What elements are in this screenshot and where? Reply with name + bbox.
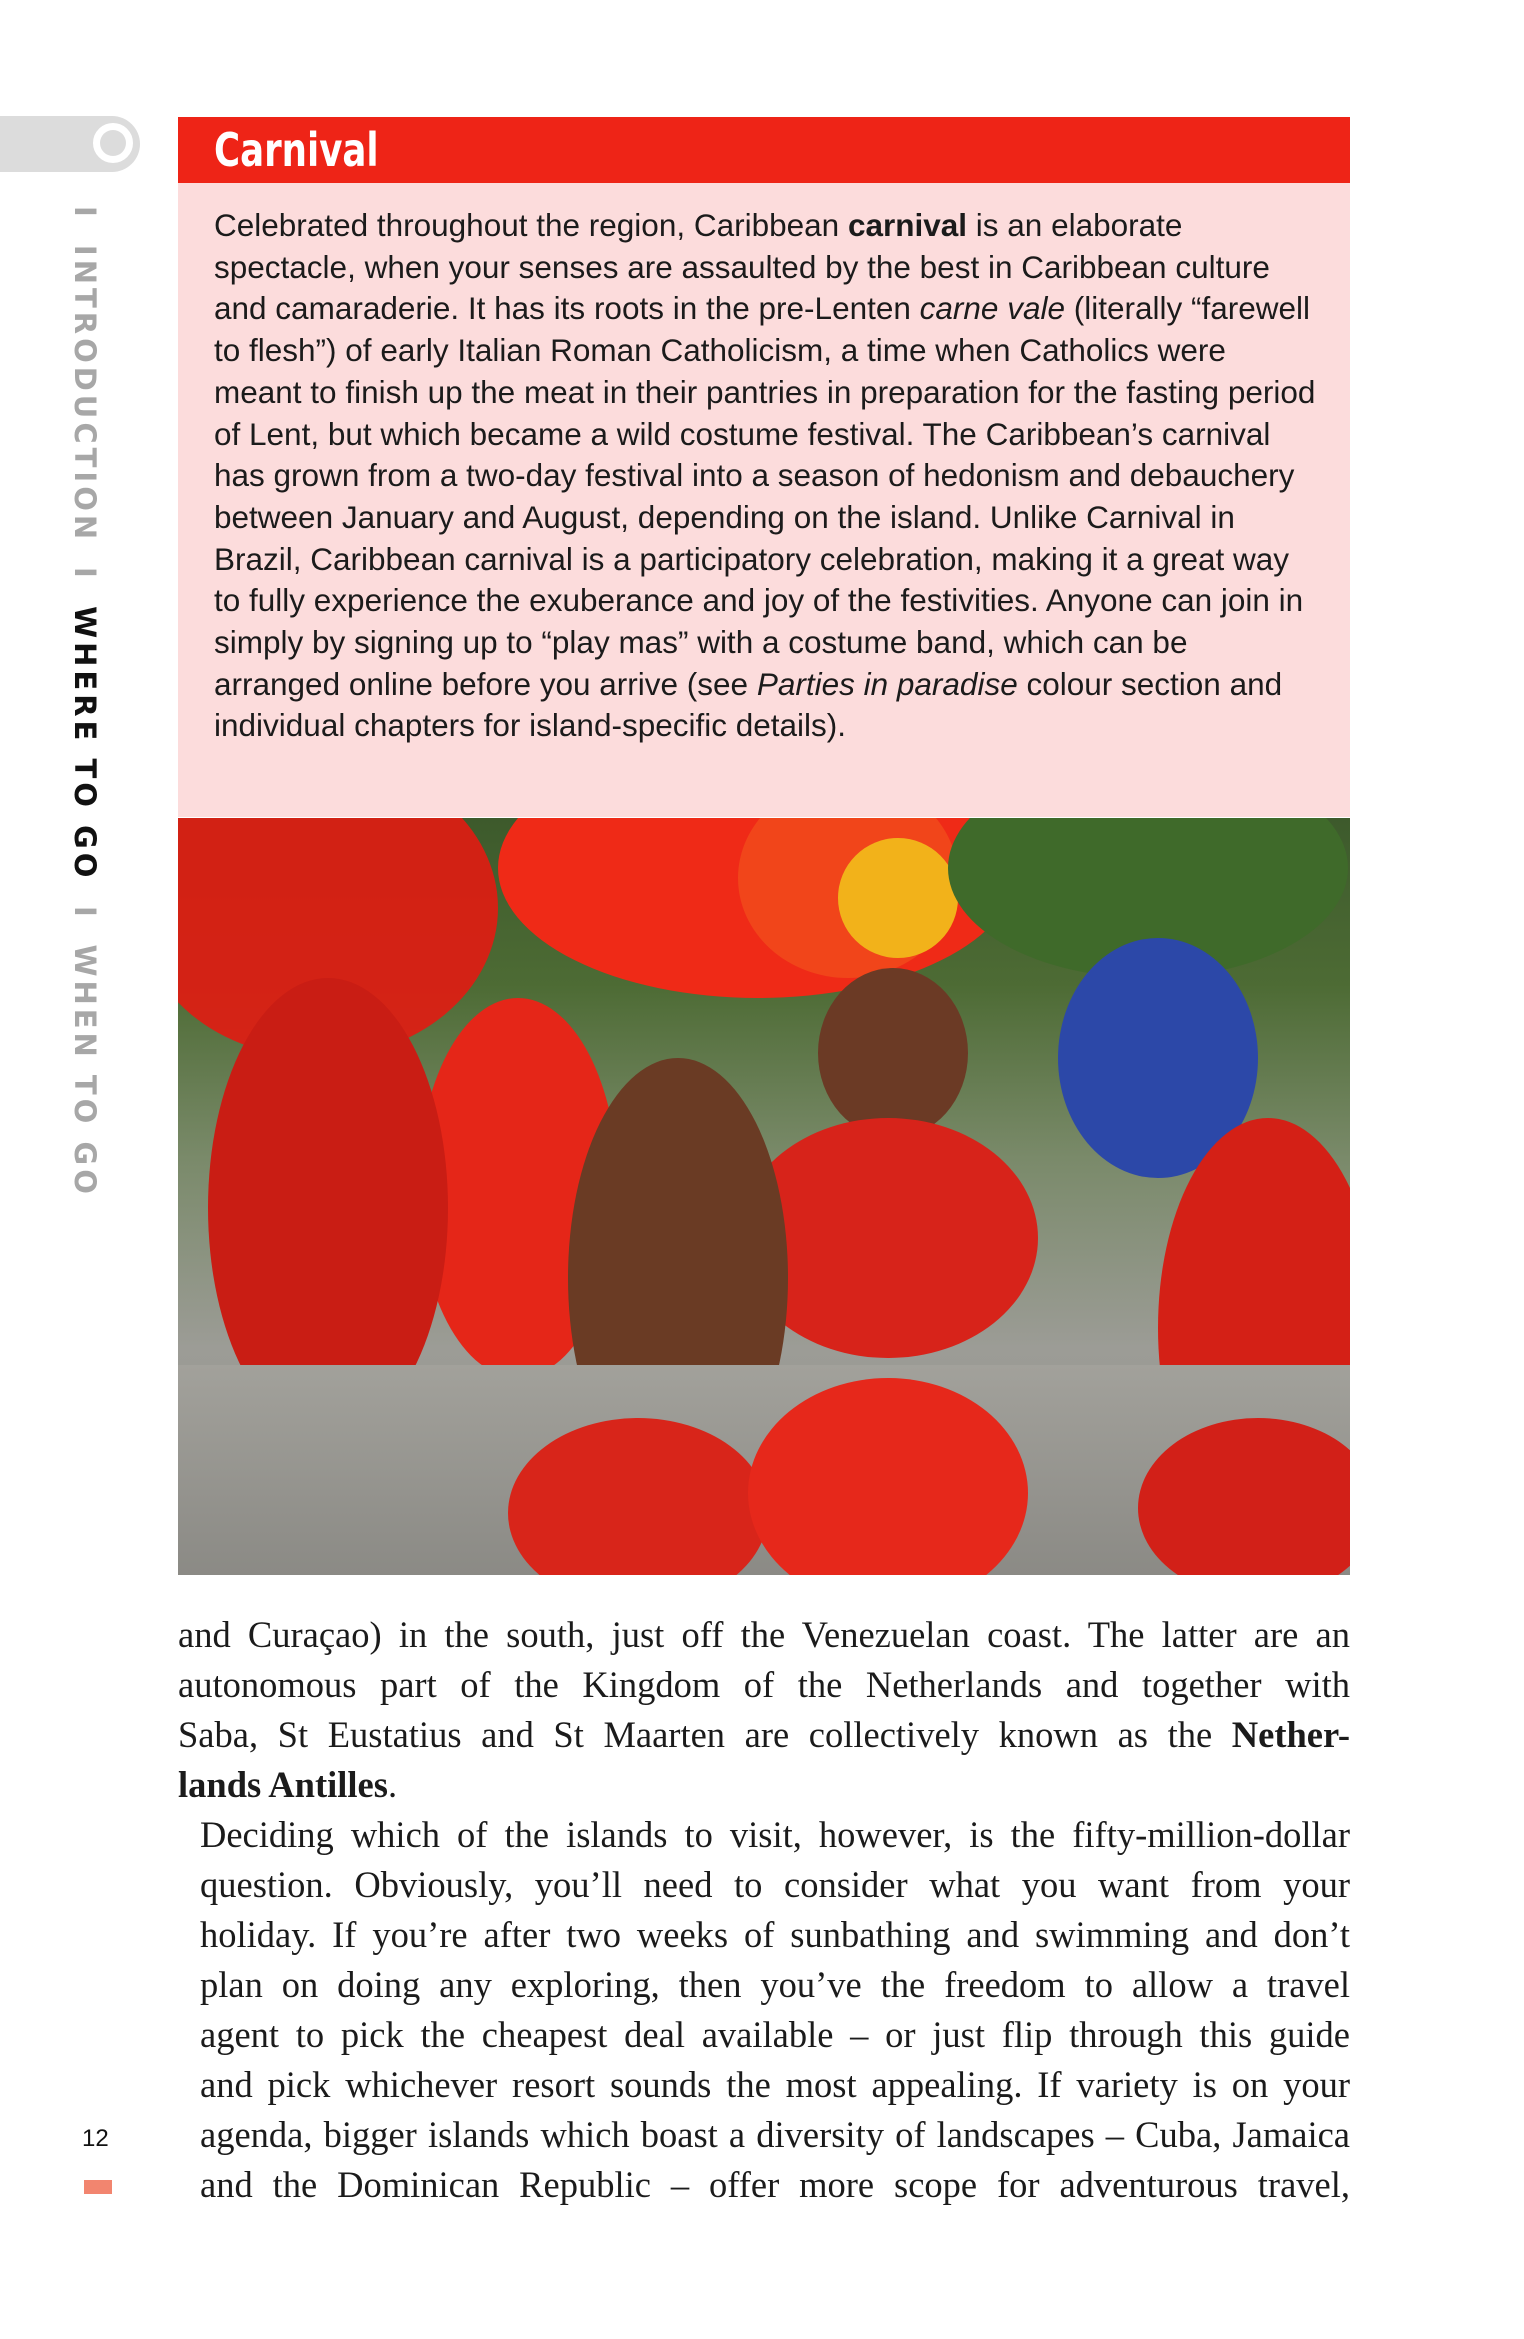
nav-separator: I bbox=[68, 206, 102, 221]
page-number: 12 bbox=[82, 2125, 109, 2152]
carnival-box-title: Carnival bbox=[214, 123, 379, 177]
text-line: and the Dominican Republic – offer more scope for adventurous travel, bbox=[200, 2164, 1350, 2205]
text-line: and Curaçao) in the south, just off the Venezuelan coast. The latter are an bbox=[178, 1614, 1350, 1655]
text-line: agenda, bigger islands which boast a diversity of landscapes – Cuba, Jamaica bbox=[200, 2114, 1350, 2155]
carnival-text-run: colour section and individual chapters for island-specific details). bbox=[214, 665, 1283, 744]
carnival-text-run: is an elaborate spectacle, when your senses are assaulted by the best in Caribbean culture and camaraderie. It has its roots in the pre-Lenten bbox=[214, 207, 1270, 327]
paragraph bbox=[178, 1810, 1350, 2210]
page-marker bbox=[84, 2180, 112, 2194]
nav-item-when-to-go: WHEN TO GO bbox=[68, 944, 102, 1198]
carnival-box-text bbox=[178, 183, 1350, 747]
carnival-photo bbox=[178, 818, 1350, 1575]
bold-term: lands Antilles bbox=[178, 1764, 388, 1805]
text-line: plan on doing any exploring, then you’ve the freedom to allow a travel bbox=[200, 1964, 1350, 2005]
nav-separator: I bbox=[68, 905, 102, 921]
text-line: autonomous part of the Kingdom of the Netherlands and together with bbox=[178, 1664, 1350, 1705]
text-line: lands Antilles. bbox=[178, 1764, 398, 1805]
section-tab-circle bbox=[88, 118, 138, 168]
text-line: Deciding which of the islands to visit, however, is the fifty-million-dollar bbox=[200, 1814, 1350, 1855]
nav-item-introduction: INTRODUCTION bbox=[68, 244, 102, 544]
paragraph bbox=[178, 1610, 1350, 1810]
text-line: and pick whichever resort sounds the most appealing. If variety is on your bbox=[200, 2064, 1350, 2105]
carnival-text-run: Celebrated throughout the region, Caribbean bbox=[214, 207, 848, 243]
carnival-text-run: (literally “farewell to flesh”) of early Italian Roman Catholicism, a time when Catholics were meant to finish up the meat in their pantries in preparation for the fasting period of Lent, but which became a wild costume festival. The Caribbean’s carnival has grown from a two-day festival into a season of hedonism and debauchery between January and August, depending on the island. Unlike Carnival in Brazil, Caribbean carnival is a participatory celebration, making it a great way to fully experience the exuberance and joy of the festivities. Anyone can join in simply by signing up to “play mas” with a costume band, which can be arranged online before you arrive (see bbox=[214, 290, 1316, 702]
nav-separator: I bbox=[68, 567, 102, 583]
text-line: holiday. If you’re after two weeks of sunbathing and swimming and don’t bbox=[200, 1914, 1350, 1955]
bold-term: Nether- bbox=[1231, 1714, 1350, 1755]
text-line: Saba, St Eustatius and St Maarten are collectively known as the Nether- bbox=[178, 1714, 1350, 1755]
section-nav bbox=[68, 196, 102, 1198]
text-line: question. Obviously, you’ll need to consider what you want from your bbox=[200, 1864, 1350, 1905]
carnival-text-run: carnival bbox=[847, 207, 968, 243]
nav-item-where-to-go: WHERE TO GO bbox=[68, 606, 102, 882]
carnival-box bbox=[178, 117, 1350, 817]
carnival-text-run: Parties in paradise bbox=[756, 665, 1018, 702]
text-line: agent to pick the cheapest deal available – or just flip through this guide bbox=[200, 2014, 1350, 2055]
body-text bbox=[178, 1610, 1350, 2210]
carnival-box-header bbox=[178, 117, 1350, 183]
carnival-text-run: carne vale bbox=[919, 290, 1065, 327]
